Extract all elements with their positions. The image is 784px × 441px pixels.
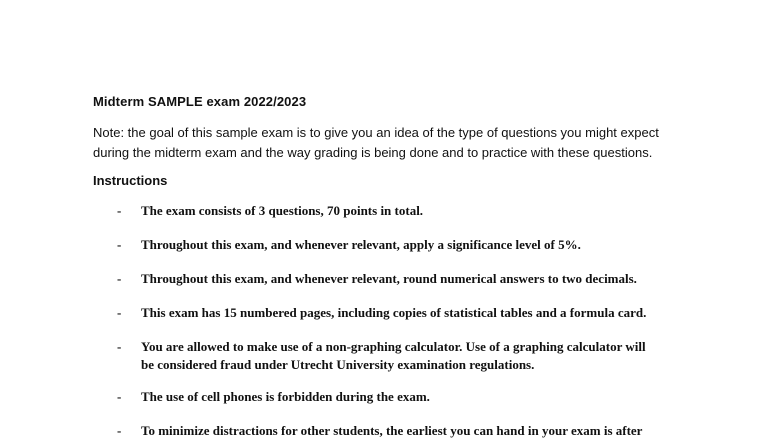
instruction-line: The exam consists of 3 questions, 70 points in total. [141, 203, 424, 218]
exam-heading: Midterm SAMPLE exam 2022/2023 [93, 94, 307, 109]
instruction-line: be considered fraud under Utrecht University examination regulations. [141, 357, 535, 372]
note-line-1: Note: the goal of this sample exam is to give you an idea of the type of questions you might expect [93, 125, 659, 140]
note-line-2: during the midterm exam and the way grading is being done and to practice with these questions. [93, 145, 653, 160]
bullet-dash-icon: - [117, 203, 122, 218]
instruction-text [141, 270, 701, 288]
bullet-dash-icon: - [117, 339, 122, 354]
bullet-dash-icon: - [117, 423, 122, 438]
instruction-text [141, 422, 701, 440]
bullet-dash-icon: - [117, 389, 122, 404]
instruction-line: To minimize distractions for other students, the earliest you can hand in your exam is after [141, 423, 643, 438]
instruction-text [141, 304, 701, 322]
instruction-text [141, 388, 701, 406]
note-paragraph [93, 123, 713, 163]
instruction-line: This exam has 15 numbered pages, including copies of statistical tables and a formula card. [141, 305, 647, 320]
instruction-text [141, 338, 701, 374]
instruction-text [141, 236, 701, 254]
instruction-line: The use of cell phones is forbidden during the exam. [141, 389, 430, 404]
bullet-dash-icon: - [117, 237, 122, 252]
instructions-title: Instructions [93, 173, 168, 188]
instruction-line: Throughout this exam, and whenever relevant, apply a significance level of 5%. [141, 237, 581, 252]
instruction-line: Throughout this exam, and whenever relevant, round numerical answers to two decimals. [141, 271, 637, 286]
instruction-text [141, 202, 701, 220]
bullet-dash-icon: - [117, 271, 122, 286]
instruction-line: You are allowed to make use of a non-graphing calculator. Use of a graphing calculator will [141, 339, 646, 354]
bullet-dash-icon: - [117, 305, 122, 320]
